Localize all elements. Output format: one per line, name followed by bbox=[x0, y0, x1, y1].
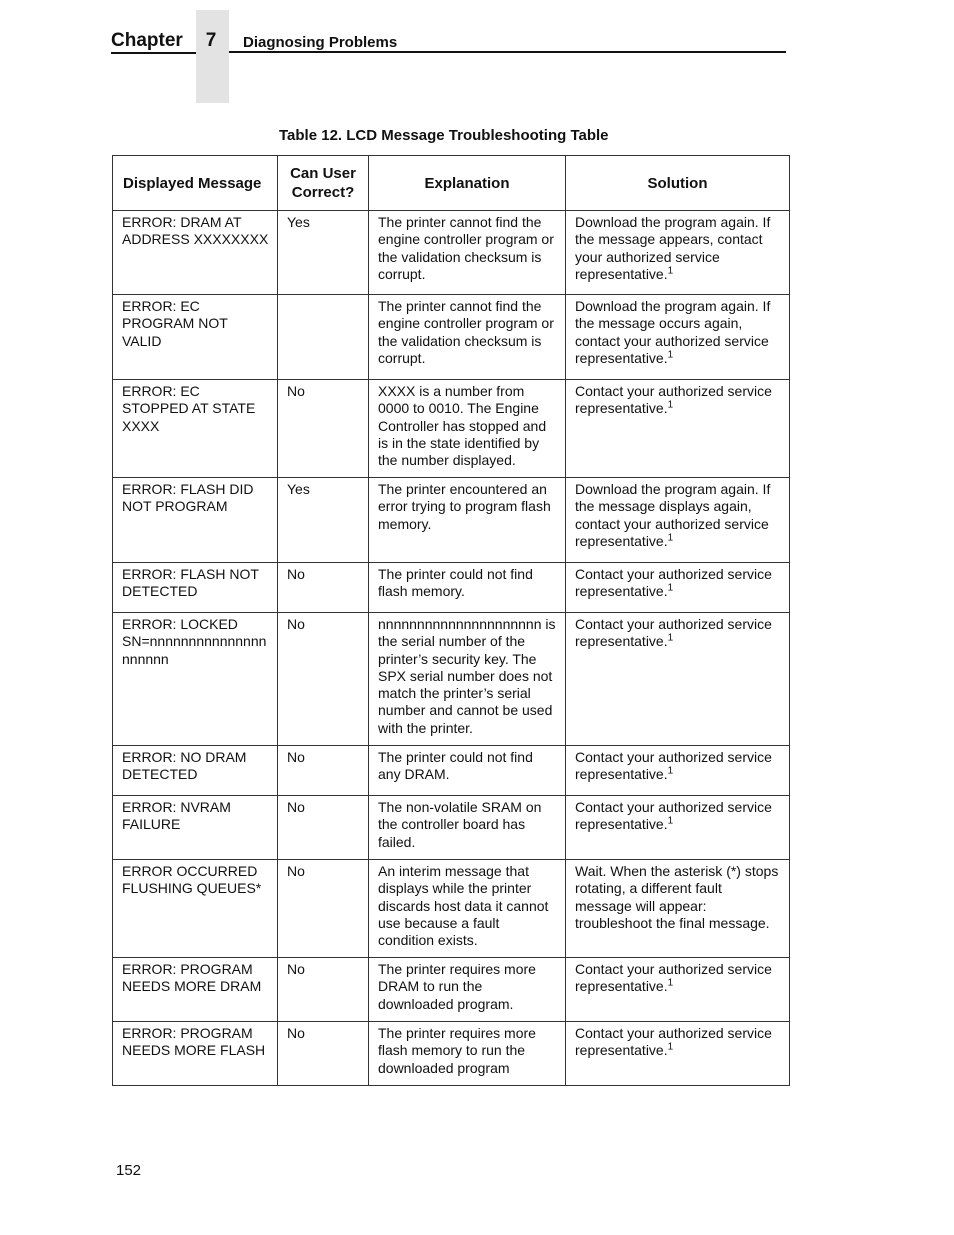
explanation-cell-text: The printer could not find flash memory. bbox=[378, 566, 533, 600]
can-correct-cell-text: No bbox=[287, 566, 305, 582]
can-correct-cell bbox=[278, 613, 369, 746]
explanation-cell-text: The printer cannot find the engine controller program or the validation checksum is corrupt. bbox=[378, 214, 554, 282]
can-correct-cell-text: No bbox=[287, 961, 305, 977]
message-cell bbox=[113, 478, 278, 563]
table-row bbox=[113, 746, 790, 796]
column-header-explanation: Explanation bbox=[369, 156, 566, 211]
solution-cell bbox=[566, 211, 790, 295]
message-cell-text: ERROR: NO DRAM DETECTED bbox=[122, 749, 247, 783]
explanation-cell-text: The printer requires more flash memory to run the downloaded program bbox=[378, 1025, 536, 1076]
can-correct-cell-text: No bbox=[287, 383, 305, 399]
explanation-cell bbox=[369, 796, 566, 860]
can-correct-cell-text: No bbox=[287, 616, 305, 632]
table-row bbox=[113, 796, 790, 860]
message-cell bbox=[113, 211, 278, 295]
table-row bbox=[113, 478, 790, 563]
can-correct-cell bbox=[278, 746, 369, 796]
message-cell bbox=[113, 860, 278, 958]
table-row bbox=[113, 613, 790, 746]
header-rule-left bbox=[111, 52, 197, 54]
message-cell bbox=[113, 380, 278, 478]
message-cell-text: ERROR: EC PROGRAM NOT VALID bbox=[122, 298, 228, 349]
chapter-label: Chapter bbox=[111, 30, 183, 51]
can-correct-cell bbox=[278, 211, 369, 295]
explanation-cell bbox=[369, 958, 566, 1022]
message-cell bbox=[113, 746, 278, 796]
solution-cell bbox=[566, 380, 790, 478]
solution-cell-text: Contact your authorized service representative. bbox=[575, 383, 772, 417]
can-correct-cell-text: No bbox=[287, 1025, 305, 1041]
message-cell bbox=[113, 796, 278, 860]
table-row bbox=[113, 860, 790, 958]
explanation-cell bbox=[369, 478, 566, 563]
table-header-row bbox=[113, 156, 790, 211]
can-correct-cell-text: No bbox=[287, 799, 305, 815]
message-cell-text: ERROR: EC STOPPED AT STATE XXXX bbox=[122, 383, 256, 434]
can-correct-cell bbox=[278, 295, 369, 380]
can-correct-cell bbox=[278, 563, 369, 613]
solution-cell-text: Download the program again. If the message occurs again, contact your authorized service representative. bbox=[575, 298, 771, 366]
solution-cell-text: Download the program again. If the message displays again, contact your authorized service representative. bbox=[575, 481, 771, 549]
chapter-number: 7 bbox=[205, 30, 217, 51]
solution-cell bbox=[566, 613, 790, 746]
solution-cell-text: Contact your authorized service representative. bbox=[575, 566, 772, 600]
footnote-marker: 1 bbox=[667, 765, 674, 777]
section-title: Diagnosing Problems bbox=[243, 34, 398, 51]
explanation-cell bbox=[369, 746, 566, 796]
chapter-tab bbox=[196, 10, 229, 103]
column-header-can-user-correct: Can User Correct? bbox=[278, 156, 369, 211]
table-row bbox=[113, 563, 790, 613]
message-cell-text: ERROR: PROGRAM NEEDS MORE DRAM bbox=[122, 961, 262, 995]
table-row bbox=[113, 380, 790, 478]
table-row bbox=[113, 1022, 790, 1086]
explanation-cell bbox=[369, 1022, 566, 1086]
can-correct-cell bbox=[278, 1022, 369, 1086]
message-cell-text: ERROR OCCURRED FLUSHING QUEUES* bbox=[122, 863, 262, 897]
can-correct-cell bbox=[278, 958, 369, 1022]
column-header-displayed-message: Displayed Message bbox=[113, 156, 278, 211]
explanation-cell-text: The printer could not find any DRAM. bbox=[378, 749, 533, 783]
message-cell-text: ERROR: NVRAM FAILURE bbox=[122, 799, 231, 833]
page-number: 152 bbox=[116, 1162, 142, 1179]
solution-cell bbox=[566, 563, 790, 613]
troubleshooting-table bbox=[112, 155, 790, 1086]
solution-cell-text: Contact your authorized service representative. bbox=[575, 961, 772, 995]
can-correct-cell-text: Yes bbox=[287, 481, 310, 497]
table-caption: Table 12. LCD Message Troubleshooting Table bbox=[279, 127, 609, 144]
message-cell bbox=[113, 1022, 278, 1086]
can-correct-cell bbox=[278, 478, 369, 563]
message-cell bbox=[113, 563, 278, 613]
message-cell bbox=[113, 613, 278, 746]
footnote-marker: 1 bbox=[667, 399, 674, 411]
explanation-cell bbox=[369, 860, 566, 958]
explanation-cell-text: An interim message that displays while the printer discards host data it cannot use because a fault condition exists. bbox=[378, 863, 549, 949]
footnote-marker: 1 bbox=[667, 815, 674, 827]
column-header-solution: Solution bbox=[566, 156, 790, 211]
message-cell-text: ERROR: FLASH DID NOT PROGRAM bbox=[122, 481, 254, 515]
explanation-cell-text: The printer cannot find the engine controller program or the validation checksum is corrupt. bbox=[378, 298, 554, 366]
footnote-marker: 1 bbox=[667, 349, 674, 361]
footnote-marker: 1 bbox=[667, 532, 674, 544]
explanation-cell bbox=[369, 295, 566, 380]
solution-cell-text: Contact your authorized service representative. bbox=[575, 1025, 772, 1059]
footnote-marker: 1 bbox=[667, 977, 674, 989]
explanation-cell bbox=[369, 380, 566, 478]
solution-cell-text: Wait. When the asterisk (*) stops rotating, a different fault message will appear: troubleshoot the final message. bbox=[575, 863, 779, 931]
solution-cell bbox=[566, 958, 790, 1022]
solution-cell-text: Contact your authorized service representative. bbox=[575, 799, 772, 833]
footnote-marker: 1 bbox=[667, 632, 674, 644]
solution-cell bbox=[566, 1022, 790, 1086]
explanation-cell bbox=[369, 563, 566, 613]
header-rule-right bbox=[229, 51, 786, 53]
footnote-marker: 1 bbox=[667, 582, 674, 594]
can-correct-cell bbox=[278, 796, 369, 860]
explanation-cell bbox=[369, 613, 566, 746]
explanation-cell-text: The non-volatile SRAM on the controller board has failed. bbox=[378, 799, 542, 850]
can-correct-cell-text: No bbox=[287, 749, 305, 765]
explanation-cell-text: The printer requires more DRAM to run the downloaded program. bbox=[378, 961, 536, 1012]
table-row bbox=[113, 211, 790, 295]
footnote-marker: 1 bbox=[667, 265, 674, 277]
message-cell-text: ERROR: DRAM AT ADDRESS XXXXXXXX bbox=[122, 214, 269, 248]
footnote-marker: 1 bbox=[667, 1041, 674, 1053]
message-cell-text: ERROR: FLASH NOT DETECTED bbox=[122, 566, 259, 600]
message-cell bbox=[113, 958, 278, 1022]
message-cell bbox=[113, 295, 278, 380]
explanation-cell-text: XXXX is a number from 0000 to 0010. The Engine Controller has stopped and is in the state identified by the number displayed. bbox=[378, 383, 547, 469]
message-cell-text: ERROR: PROGRAM NEEDS MORE FLASH bbox=[122, 1025, 266, 1059]
solution-cell bbox=[566, 295, 790, 380]
can-correct-cell bbox=[278, 860, 369, 958]
solution-cell bbox=[566, 860, 790, 958]
solution-cell-text: Contact your authorized service representative. bbox=[575, 749, 772, 783]
table-row bbox=[113, 295, 790, 380]
table-row bbox=[113, 958, 790, 1022]
explanation-cell-text: The printer encountered an error trying to program flash memory. bbox=[378, 481, 551, 532]
solution-cell-text: Download the program again. If the message appears, contact your authorized service representative. bbox=[575, 214, 771, 282]
solution-cell bbox=[566, 478, 790, 563]
solution-cell-text: Contact your authorized service representative. bbox=[575, 616, 772, 650]
can-correct-cell-text: No bbox=[287, 863, 305, 879]
solution-cell bbox=[566, 746, 790, 796]
page-header bbox=[0, 0, 954, 110]
message-cell-text: ERROR: LOCKED SN=nnnnnnnnnnnnnnn nnnnnn bbox=[122, 616, 267, 667]
explanation-cell bbox=[369, 211, 566, 295]
solution-cell bbox=[566, 796, 790, 860]
table-body bbox=[113, 211, 790, 1086]
explanation-cell-text: nnnnnnnnnnnnnnnnnnnnn is the serial number of the printer’s security key. The SPX serial number does not match the printer’s serial number and cannot be used with the printer. bbox=[378, 616, 556, 736]
can-correct-cell bbox=[278, 380, 369, 478]
can-correct-cell-text: Yes bbox=[287, 214, 310, 230]
